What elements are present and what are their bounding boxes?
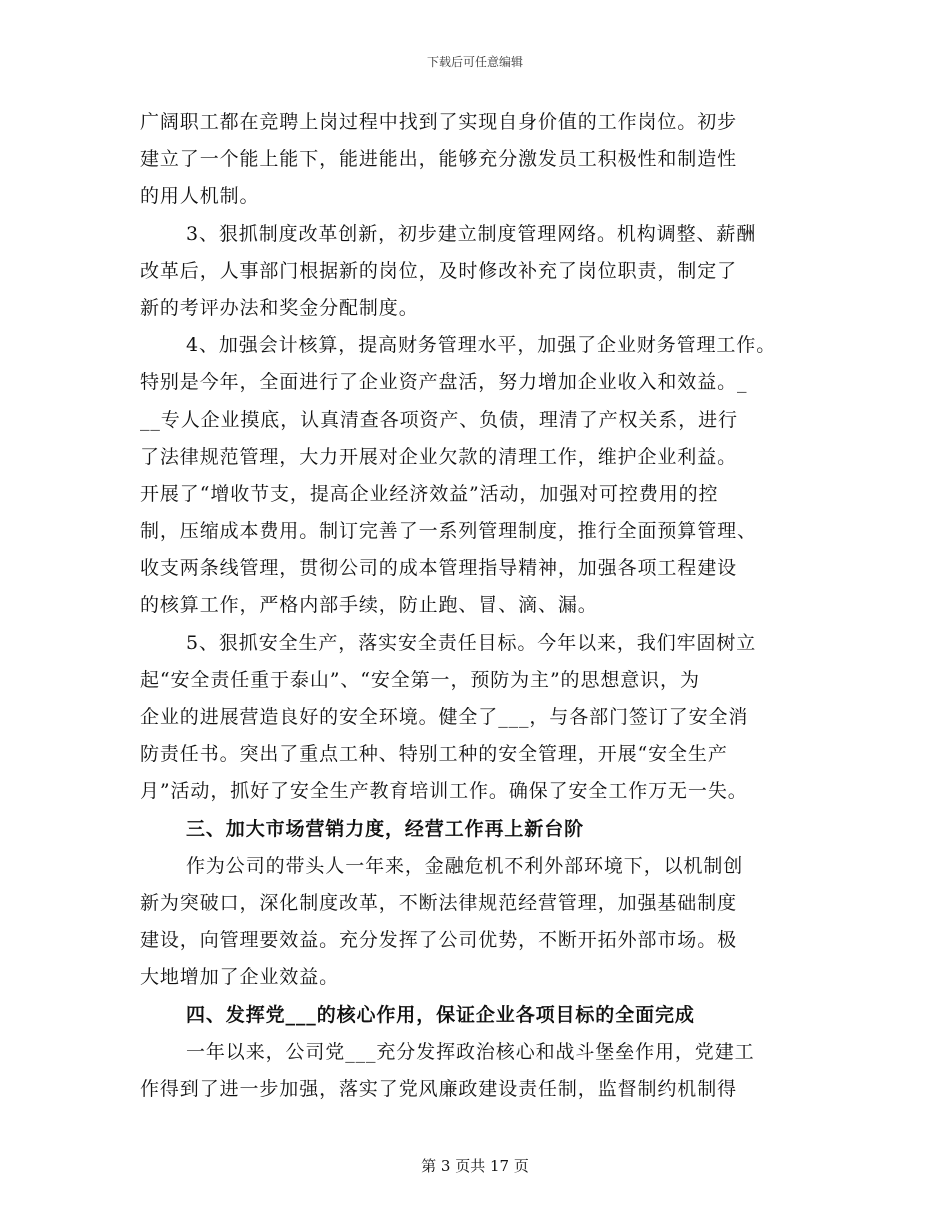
paragraph-line: 4、加强会计核算，提高财务管理水平，加强了企业财务管理工作。 [186, 334, 777, 357]
document-body [140, 104, 830, 1108]
paragraph-line: 收支两条线管理，贯彻公司的成本管理指导精神，加强各项工程建设 [140, 557, 738, 580]
paragraph-line: 新为突破口，深化制度改革，不断法律规范经营管理，加强基础制度 [140, 891, 738, 914]
paragraph-line: 起“安全责任重于泰山”、“安全第一，预防为主”的思想意识，为 [140, 668, 700, 691]
paragraph-line: 大地增加了企业效益。 [140, 966, 340, 989]
paragraph-line: 作为公司的带头人一年来，金融危机不利外部环境下，以机制创 [186, 854, 744, 877]
section-heading: 三、加大市场营销力度，经营工作再上新台阶 [186, 817, 585, 840]
paragraph-line: 的用人机制。 [140, 185, 260, 208]
paragraph-line: 5、狠抓安全生产，落实安全责任目标。今年以来，我们牢固树立 [186, 631, 757, 654]
paragraph-line: 广阔职工都在竞聘上岗过程中找到了实现自身价值的工作岗位。初步 [140, 111, 738, 133]
paragraph-line: __专人企业摸底，认真清查各项资产、负债，理清了产权关系，进行 [140, 408, 738, 431]
page-number-footer: 第 3 页共 17 页 [421, 1157, 529, 1175]
paragraph-line: 改革后，人事部门根据新的岗位，及时修改补充了岗位职责，制定了 [140, 259, 738, 282]
paragraph-line: 的核算工作，严格内部手续，防止跑、冒、滴、漏。 [140, 594, 598, 617]
paragraph-line: 建立了一个能上能下，能进能出，能够充分激发员工积极性和制造性 [140, 148, 738, 171]
section-heading: 四、发挥党___的核心作用，保证企业各项目标的全面完成 [186, 1003, 695, 1026]
paragraph-line: 新的考评办法和奖金分配制度。 [140, 296, 419, 319]
page-header-note: 下载后可任意编辑 [426, 55, 523, 69]
paragraph-line: 防责任书。突出了重点工种、特别工种的安全管理，开展“安全生产 [140, 743, 728, 766]
paragraph-line: 企业的进展营造良好的安全环境。健全了___，与各部门签订了安全消 [140, 706, 749, 728]
paragraph-line: 一年以来，公司党___充分发挥政治核心和战斗堡垒作用，党建工 [186, 1040, 755, 1063]
paragraph-line: 作得到了进一步加强，落实了党风廉政建设责任制，监督制约机制得 [140, 1077, 738, 1100]
paragraph-line: 建设，向管理要效益。充分发挥了公司优势，不断开拓外部市场。极 [140, 929, 738, 952]
paragraph-line: 了法律规范管理，大力开展对企业欠款的清理工作，维护企业利益。 [140, 445, 738, 468]
paragraph-line: 开展了“增收节支，提高企业经济效益”活动，加强对可控费用的控 [140, 482, 719, 505]
paragraph-line: 特别是今年，全面进行了企业资产盘活，努力增加企业收入和效益。_ [140, 371, 748, 394]
paragraph-line: 3、狠抓制度改革创新，初步建立制度管理网络。机构调整、薪酬 [186, 222, 757, 245]
paragraph-line: 制，压缩成本费用。制订完善了一系列管理制度，推行全面预算管理、 [140, 520, 757, 543]
paragraph-line: 月”活动，抓好了安全生产教育培训工作。确保了安全工作万无一失。 [140, 780, 748, 803]
